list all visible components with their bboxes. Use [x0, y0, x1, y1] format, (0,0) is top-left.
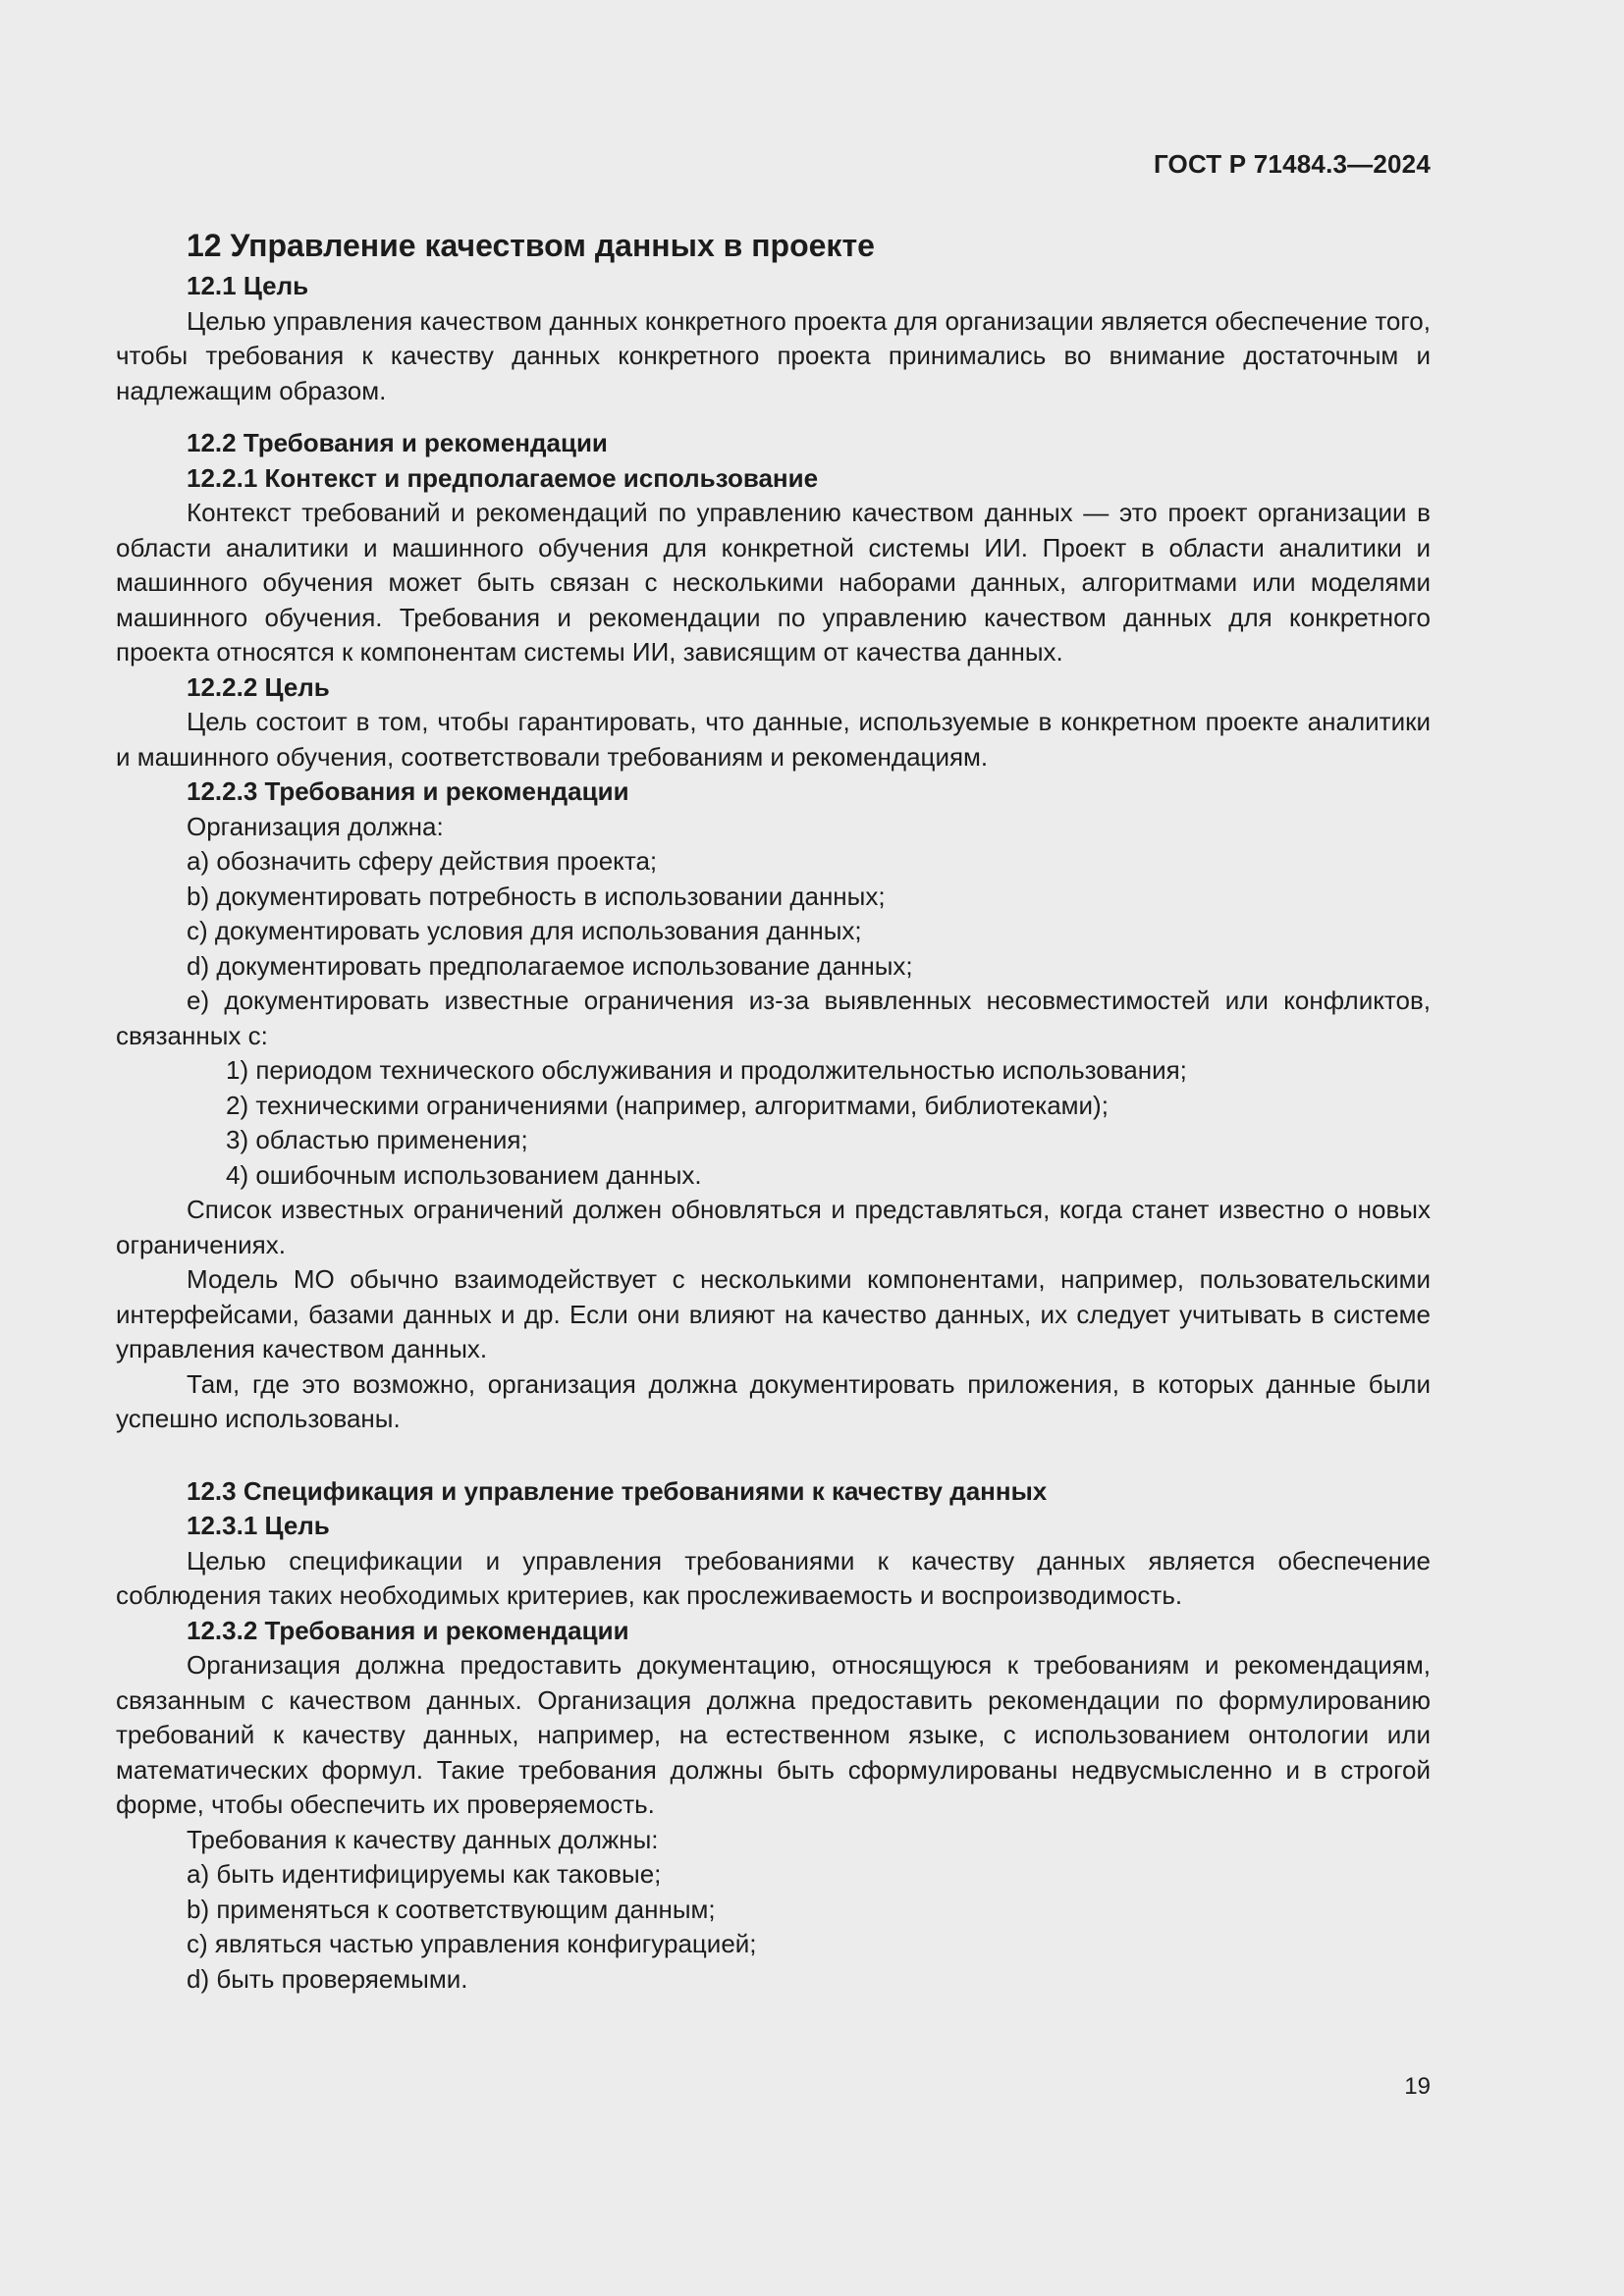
list-item: d) документировать предполагаемое использование данных; [187, 950, 913, 981]
heading-12-2-1: 12.2.1 Контекст и предполагаемое использование [187, 462, 819, 493]
sub-list-item: 4) ошибочным использованием данных. [226, 1159, 702, 1190]
heading-12-2-3: 12.2.3 Требования и рекомендации [187, 776, 629, 806]
heading-12-2-2: 12.2.2 Цель [187, 671, 330, 702]
list-item: a) быть идентифицируемы как таковые; [187, 1859, 662, 1889]
heading-12-3-1: 12.3.1 Цель [187, 1511, 330, 1540]
paragraph: Список известных ограничений должен обновляться и представляться, когда станет известно о новых ограничениях. [116, 1195, 1431, 1259]
paragraph-12-2-2: Цель состоит в том, чтобы гарантировать, что данные, используемые в конкретном проекте аналитики и машинного обучения, соответствовали требованиям и рекомендациям. [116, 707, 1431, 772]
section-title: 12 Управление качеством данных в проекте [187, 228, 875, 263]
list-item: b) документировать потребность в использовании данных; [187, 881, 886, 911]
list-item: a) обозначить сферу действия проекта; [187, 846, 658, 876]
list-item: e) документировать известные ограничения из-за выявленных несовместимостей или конфликтов, связанных с: [116, 986, 1431, 1050]
paragraph: Там, где это возможно, организация должна документировать приложения, в которых данные были успешно использованы. [116, 1368, 1431, 1433]
sub-list-item: 3) областью применения; [226, 1125, 528, 1154]
list-item: d) быть проверяемыми. [187, 1963, 468, 1994]
list-item: c) являться частью управления конфигурацией; [187, 1929, 757, 1958]
sub-list-item: 2) техническими ограничениями (например, алгоритмами, библиотеками); [226, 1090, 1109, 1120]
list-intro: Требования к качеству данных должны: [187, 1824, 659, 1854]
paragraph-12-1: Целью управления качеством данных конкретного проекта для организации является обеспечение того, чтобы требования к качеству данных конкретного проекта принимались во внимание достаточным и надлежащим образом. [116, 305, 1431, 405]
paragraph-12-2-1: Контекст требований и рекомендаций по управлению качеством данных — это проект организации в области аналитики и машинного обучения для конкретной системы ИИ. Проект в области аналитики и машинного обучения может быть связан с несколькими наборами данных, алгоритмами или моделями машинного обучения. Требования и рекомендации по управлению качеством данных для конкретного проекта относятся к компонентам системы ИИ, зависящим от качества данных. [116, 498, 1431, 667]
heading-12-1: 12.1 Цель [187, 271, 309, 300]
paragraph-12-3-2: Организация должна предоставить документацию, относящуюся к требованиям и рекомендациям, связанным с качеством данных. Организация должна предоставить рекомендации по формулированию требований к качеству данных, например, на естественном языке, с использованием онтологии или математических формул. Такие требования должны быть сформулированы недвусмысленно и в строгой форме, чтобы обеспечить их проверяемость. [116, 1650, 1431, 1819]
sub-list-item: 1) периодом технического обслуживания и продолжительностью использования; [226, 1055, 1187, 1085]
document-body [116, 222, 1431, 1997]
heading-12-3: 12.3 Спецификация и управление требованиями к качеству данных [187, 1475, 1048, 1506]
list-item: c) документировать условия для использования данных; [187, 916, 862, 945]
paragraph-12-3-1: Целью спецификации и управления требованиями к качеству данных является обеспечение соблюдения таких необходимых критериев, как прослеживаемость и воспроизводимость. [116, 1545, 1431, 1610]
document-page [116, 0, 1431, 2296]
heading-12-2: 12.2 Требования и рекомендации [187, 428, 608, 457]
paragraph: Модель МО обычно взаимодействует с несколькими компонентами, например, пользовательскими интерфейсами, базами данных и др. Если они влияют на качество данных, их следует учитывать в системе управления качеством данных. [116, 1264, 1431, 1363]
doc-code-header: ГОСТ Р 71484.3—2024 [1153, 149, 1431, 179]
page-number: 19 [1404, 2073, 1431, 2100]
list-item: b) применяться к соответствующим данным; [187, 1894, 716, 1924]
list-intro: Организация должна: [187, 811, 444, 841]
heading-12-3-2: 12.3.2 Требования и рекомендации [187, 1615, 629, 1645]
